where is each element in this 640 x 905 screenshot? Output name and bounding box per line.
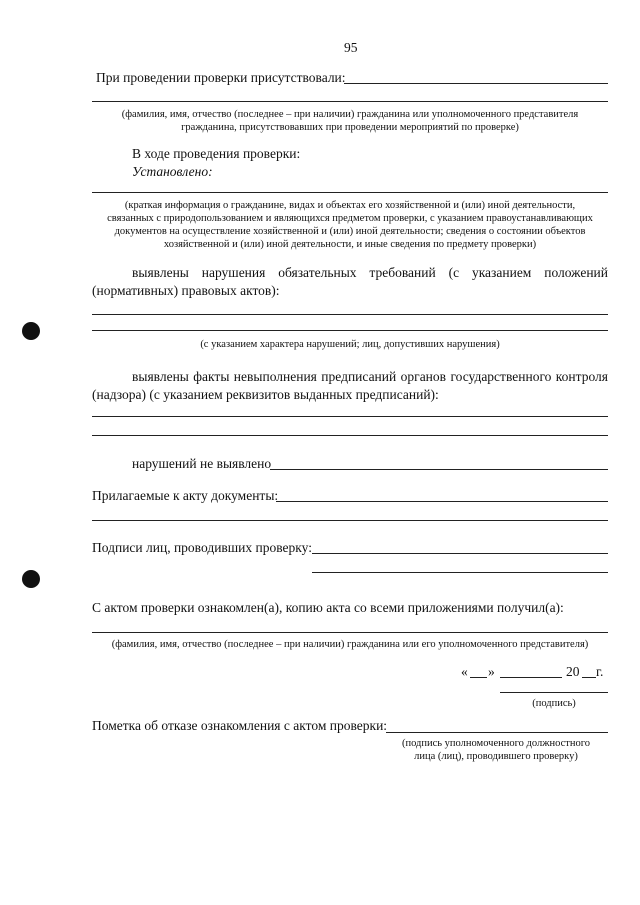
acquainted-caption: (фамилия, имя, отчество (последнее – при наличии) гражданина или его уполномоченного представителя) (111, 639, 589, 650)
date-year-prefix: 20 (566, 664, 580, 679)
violations-field-line-2[interactable] (92, 330, 608, 331)
inspection-caption: (краткая информация о гражданине, видах и объектах его хозяйственной и (или) иной деятельности, связанных с природопользованием и являющихся предметом проверки, с указанием правоустанавливающих документов на осуществление хозяйственной и (или) иной деятельности; сведения о состоянии объектов хозяйственной и (или) иной деятельности, и иные сведения по предмету проверки) (107, 200, 593, 250)
acquainted-field-line[interactable] (92, 632, 608, 633)
attached-docs-field-line[interactable] (276, 501, 608, 502)
date-day-field[interactable] (470, 677, 487, 678)
hole-punch (22, 570, 40, 588)
present-caption: (фамилия, имя, отчество (последнее – при наличии) гражданина или уполномоченного представителя гражданина, присутствовавших при проведении мероприятий по проверке) (121, 109, 579, 133)
hole-punch (22, 322, 40, 340)
date-year-suffix: г. (596, 664, 604, 679)
present-field-line[interactable] (344, 83, 608, 84)
page-number: 95 (344, 40, 358, 55)
refusal-label: Пометка об отказе ознакомления с актом проверки: (92, 718, 388, 733)
attached-docs-label: Прилагаемые к акту документы: (92, 488, 279, 503)
no-violations-label: нарушений не выявлено (132, 456, 272, 471)
prescriptions-text-line1: выявлены факты невыполнения предписаний органов государственного контроля (132, 369, 608, 384)
inspection-heading: В ходе проведения проверки: (132, 146, 301, 161)
violations-field-line[interactable] (92, 314, 608, 315)
date-year-field[interactable] (582, 677, 596, 678)
date-open-quote: « (461, 664, 468, 679)
no-violations-field-line[interactable] (270, 469, 608, 470)
established-field-line[interactable] (92, 192, 608, 193)
violations-text-line2: (нормативных) правовых актов): (92, 283, 280, 298)
date-close-quote: » (488, 664, 495, 679)
attached-docs-field-line-2[interactable] (92, 520, 608, 521)
violations-text-line1: выявлены нарушения обязательных требований (с указанием положений (132, 265, 608, 280)
date-month-field[interactable] (500, 677, 562, 678)
signature-caption: (подпись) (532, 698, 576, 709)
prescriptions-field-line-2[interactable] (92, 435, 608, 436)
signatures-field-line-2[interactable] (312, 572, 608, 573)
prescriptions-field-line[interactable] (92, 416, 608, 417)
refusal-field-line[interactable] (386, 732, 608, 733)
established-label: Установлено: (132, 164, 213, 179)
acquainted-label: С актом проверки ознакомлен(а), копию акта со всеми приложениями получил(а): (92, 600, 564, 615)
violations-caption: (с указанием характера нарушений; лиц, допустивших нарушения) (200, 339, 500, 350)
signatures-field-line[interactable] (312, 553, 608, 554)
signature-field-line[interactable] (500, 692, 608, 693)
present-field-line-2[interactable] (92, 101, 608, 102)
refusal-caption: (подпись уполномоченного должностного лица (лиц), проводившего проверку) (401, 738, 591, 762)
signatures-label: Подписи лиц, проводивших проверку: (92, 540, 312, 555)
prescriptions-text-line2: (надзора) (с указанием реквизитов выданных предписаний): (92, 387, 439, 402)
present-label: При проведении проверки присутствовали: (96, 70, 346, 85)
